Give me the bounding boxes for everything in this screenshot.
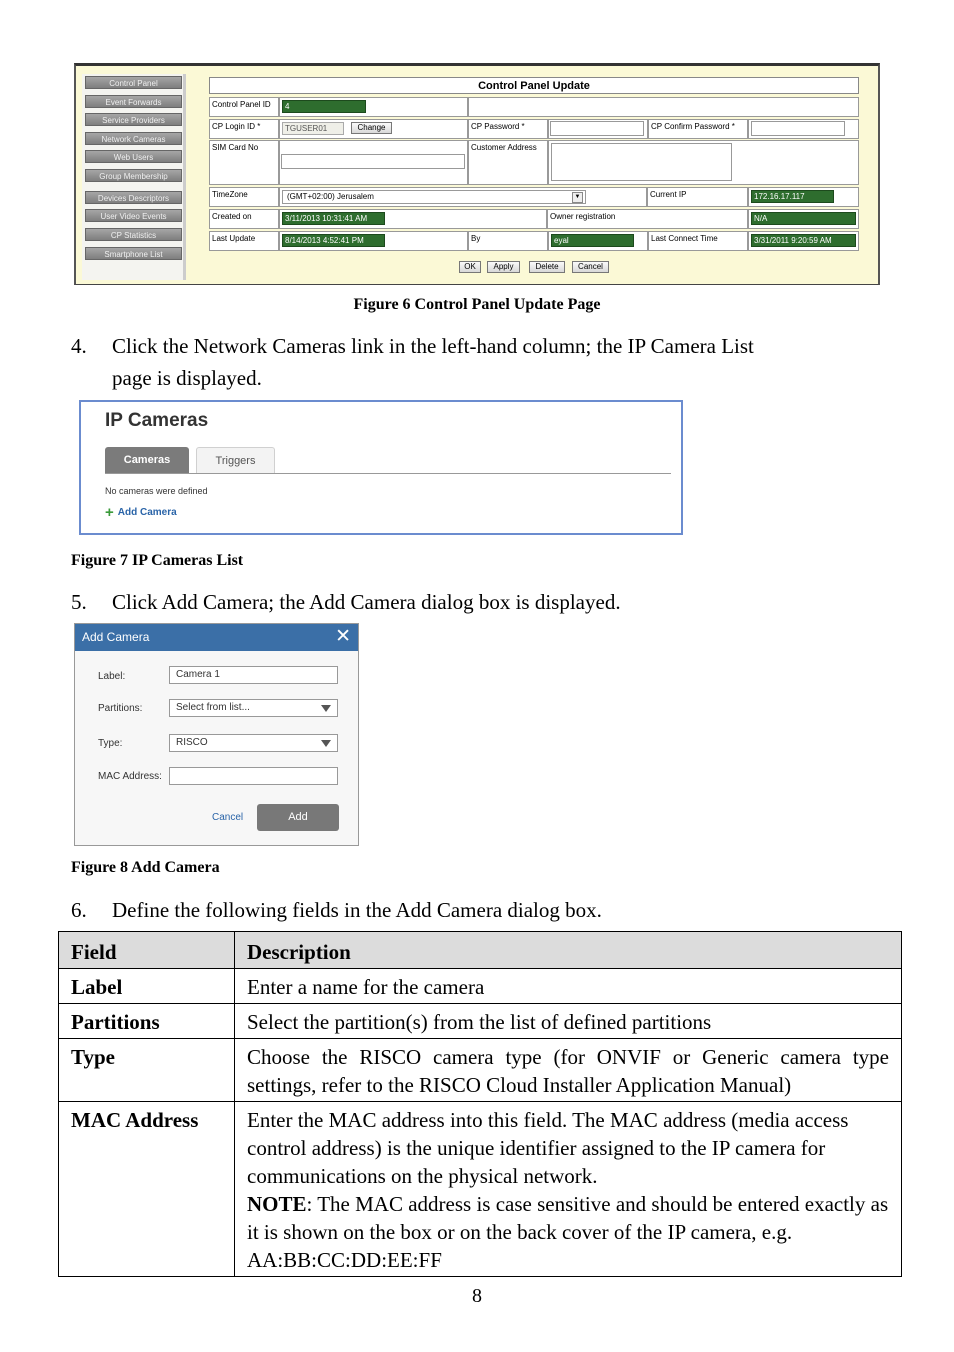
label-input-value: Camera 1: [176, 669, 220, 680]
sidebar-item-web-users[interactable]: Web Users: [85, 150, 182, 163]
fields-table: [58, 931, 902, 1277]
table-header-row: [59, 932, 902, 969]
chevron-down-icon: [321, 740, 331, 747]
current-ip-label: Current IP: [647, 187, 748, 207]
type-label: Type:: [98, 738, 123, 749]
partitions-select[interactable]: [169, 699, 338, 717]
partitions-value: Select from list...: [176, 702, 250, 713]
field-description: [235, 1102, 902, 1277]
page-number: 8: [472, 1285, 482, 1307]
chevron-down-icon: [321, 705, 331, 712]
type-value: RISCO: [176, 737, 208, 748]
sim-label: SIM Card No: [209, 140, 279, 185]
cp-id-label: Control Panel ID: [209, 97, 279, 117]
table-row: [59, 1039, 902, 1102]
field-name: Label: [59, 969, 235, 1004]
step-6: [71, 894, 891, 926]
table-row: [59, 1102, 902, 1277]
add-camera-link[interactable]: [105, 504, 177, 521]
cp-login-label: CP Login ID *: [209, 119, 279, 139]
sim-input[interactable]: [281, 154, 465, 169]
cp-confirm-label: CP Confirm Password *: [648, 119, 748, 139]
sidebar-item-network-cameras[interactable]: Network Cameras: [85, 132, 182, 145]
mac-address-label: MAC Address:: [98, 771, 162, 782]
chevron-down-icon: ▼: [572, 192, 583, 203]
dialog-title: Add Camera: [82, 630, 150, 644]
owner-label: Owner registration: [547, 209, 748, 229]
field-description: Choose the RISCO camera type (for ONVIF or Generic camera type settings, refer to the RISCO Cloud Installer Application Manual): [235, 1039, 902, 1102]
step-4: [71, 330, 891, 394]
cp-id-value: 4: [282, 100, 366, 113]
label-field-label: Label:: [98, 671, 126, 682]
last-update-value: 8/14/2013 4:52:41 PM: [282, 234, 385, 247]
tab-divider: [105, 473, 671, 474]
add-camera-dialog: [74, 623, 359, 846]
tab-cameras[interactable]: Cameras: [105, 447, 189, 473]
sidebar-item-group-membership[interactable]: Group Membership: [85, 169, 182, 182]
step-text-line-1: Click the Network Cameras link in the left-hand column; the IP Camera List: [112, 334, 754, 358]
cp-login-value: TGUSER01: [282, 122, 344, 135]
sidebar-item-user-video-events[interactable]: User Video Events: [85, 209, 182, 222]
note-label: NOTE: [247, 1192, 307, 1216]
empty-message: No cameras were defined: [105, 486, 208, 496]
field-description: Enter a name for the camera: [235, 969, 902, 1004]
owner-value: N/A: [751, 212, 856, 225]
cp-password-label: CP Password *: [468, 119, 548, 139]
sidebar-item-control-panel[interactable]: Control Panel: [85, 76, 182, 89]
table-row: [59, 969, 902, 1004]
created-label: Created on: [209, 209, 279, 229]
timezone-label: TimeZone: [209, 187, 279, 207]
field-description: Select the partition(s) from the list of defined partitions: [235, 1004, 902, 1039]
last-connect-label: Last Connect Time: [648, 231, 748, 251]
sidebar-item-cp-statistics[interactable]: CP Statistics: [85, 228, 182, 241]
add-button[interactable]: Add: [257, 804, 339, 831]
last-update-label: Last Update: [209, 231, 279, 251]
partitions-label: Partitions:: [98, 703, 143, 714]
ok-button[interactable]: OK: [459, 261, 481, 273]
header-field: Field: [59, 932, 235, 969]
type-select[interactable]: [169, 734, 338, 752]
plus-icon: +: [105, 504, 114, 521]
step-5: [71, 586, 891, 618]
step-text-line-2: page is displayed.: [112, 366, 262, 390]
step-text: Click Add Camera; the Add Camera dialog box is displayed.: [112, 590, 621, 614]
cancel-button[interactable]: Cancel: [572, 261, 609, 273]
mac-note: [247, 1190, 889, 1274]
step-text: Define the following fields in the Add Camera dialog box.: [112, 898, 602, 922]
field-name: Type: [59, 1039, 235, 1102]
empty-cell: [468, 97, 859, 117]
delete-button[interactable]: Delete: [529, 261, 565, 273]
timezone-value: (GMT+02:00) Jerusalem: [287, 192, 374, 201]
add-camera-label: Add Camera: [117, 507, 177, 518]
field-name: Partitions: [59, 1004, 235, 1039]
apply-button[interactable]: Apply: [487, 261, 520, 273]
figure7-caption: Figure 7 IP Cameras List: [71, 552, 244, 569]
cp-password-input[interactable]: [550, 121, 644, 136]
current-ip-value: 172.16.17.117: [751, 190, 834, 203]
panel-title: Control Panel Update: [209, 77, 859, 94]
control-panel-update-screenshot: [74, 63, 880, 285]
header-description: Description: [235, 932, 902, 969]
sidebar: [82, 74, 186, 280]
by-value: eyal: [551, 234, 634, 247]
last-connect-value: 3/31/2011 9:20:59 AM: [751, 234, 856, 247]
label-input[interactable]: [169, 666, 338, 684]
timezone-select[interactable]: [282, 190, 586, 204]
table-row: [59, 1004, 902, 1039]
step-number: 5.: [71, 590, 87, 614]
note-text: : The MAC address is case sensitive and should be entered exactly as it is shown on the box or on the back cover of the IP camera, e.g. AA:BB:CC:DD:EE:FF: [247, 1192, 889, 1272]
tab-triggers[interactable]: Triggers: [196, 447, 275, 473]
mac-address-input[interactable]: [169, 767, 338, 785]
mac-description: Enter the MAC address into this field. The MAC address (media access control address) is the unique identifier assigned to the IP camera for communications on the physical network.: [247, 1108, 849, 1188]
dialog-header: [75, 624, 358, 651]
sidebar-item-devices-descriptors[interactable]: Devices Descriptors: [85, 191, 182, 204]
ip-cameras-screenshot: [79, 400, 683, 535]
created-value: 3/11/2013 10:31:41 AM: [282, 212, 385, 225]
customer-address-label: Customer Address: [468, 140, 548, 185]
customer-address-input[interactable]: [551, 143, 732, 181]
figure8-caption: Figure 8 Add Camera: [71, 859, 220, 876]
sidebar-item-service-providers[interactable]: Service Providers: [85, 113, 182, 126]
field-name: MAC Address: [59, 1102, 235, 1277]
dialog-cancel-link[interactable]: Cancel: [212, 812, 244, 823]
close-icon[interactable]: ✕: [335, 626, 351, 647]
step-number: 4.: [71, 334, 87, 358]
sidebar-item-smartphone-list[interactable]: Smartphone List: [85, 247, 182, 260]
by-label: By: [468, 231, 548, 251]
figure6-caption: Figure 6 Control Panel Update Page: [353, 296, 601, 313]
ip-cameras-title: IP Cameras: [105, 410, 209, 431]
step-number: 6.: [71, 898, 87, 922]
change-button[interactable]: Change: [351, 122, 392, 134]
sidebar-item-event-forwards[interactable]: Event Forwards: [85, 95, 182, 108]
cp-confirm-input[interactable]: [751, 121, 845, 136]
